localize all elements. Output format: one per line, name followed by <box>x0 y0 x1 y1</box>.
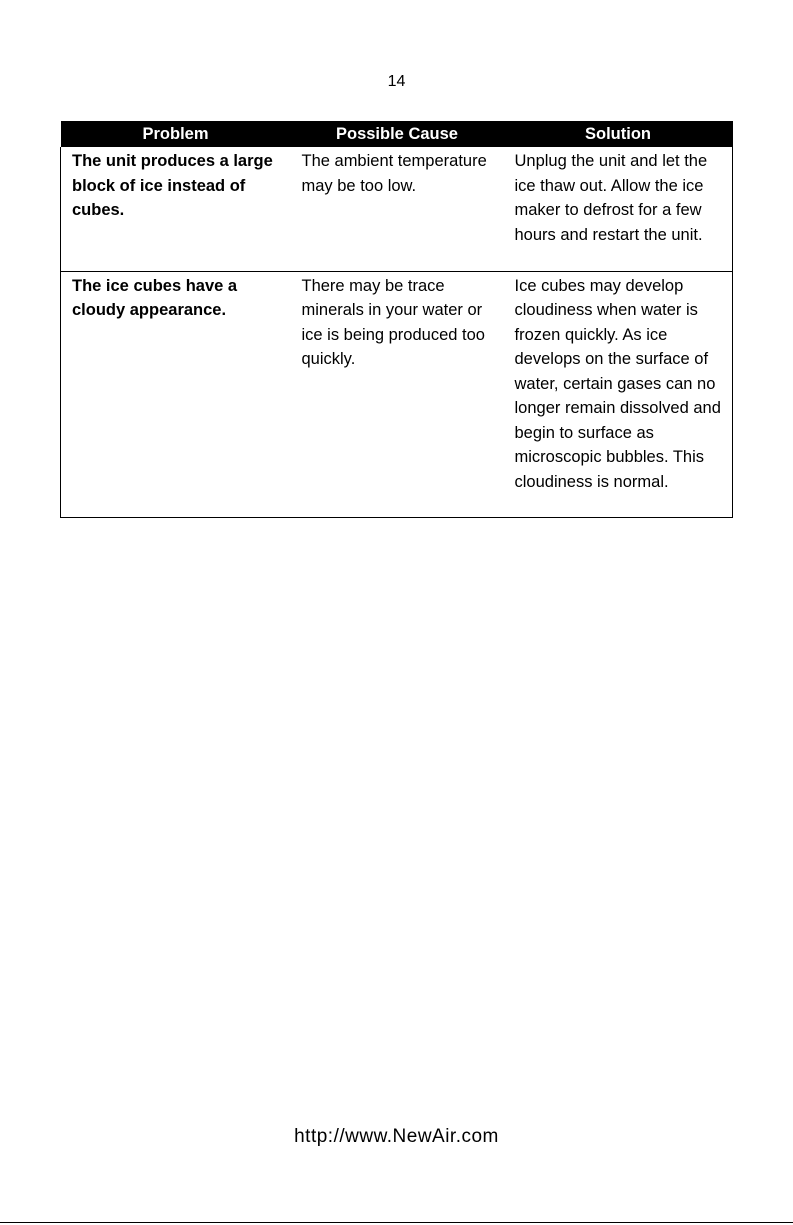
header-possible-cause: Possible Cause <box>291 121 504 147</box>
table-row <box>61 147 733 271</box>
table-row <box>61 271 733 517</box>
solution-cell: Ice cubes may develop cloudiness when water is frozen quickly. As ice develops on the surface of water, certain gases can no longer remain dissolved and begin to surface as microscopic bubbles. This cloudiness is normal. <box>504 271 733 517</box>
bottom-divider <box>0 1222 793 1223</box>
page-number: 14 <box>387 73 406 90</box>
solution-cell: Unplug the unit and let the ice thaw out. Allow the ice maker to defrost for a few hours and restart the unit. <box>504 147 733 271</box>
header-problem: Problem <box>61 121 291 147</box>
footer-website-link[interactable]: http://www.NewAir.com <box>294 1126 499 1147</box>
table-header-row <box>61 121 733 147</box>
cause-cell: The ambient temperature may be too low. <box>291 147 504 271</box>
problem-cell: The ice cubes have a cloudy appearance. <box>61 271 291 517</box>
cause-cell: There may be trace minerals in your water or ice is being produced too quickly. <box>291 271 504 517</box>
problem-cell: The unit produces a large block of ice instead of cubes. <box>61 147 291 271</box>
header-solution: Solution <box>504 121 733 147</box>
troubleshooting-table <box>60 121 733 518</box>
